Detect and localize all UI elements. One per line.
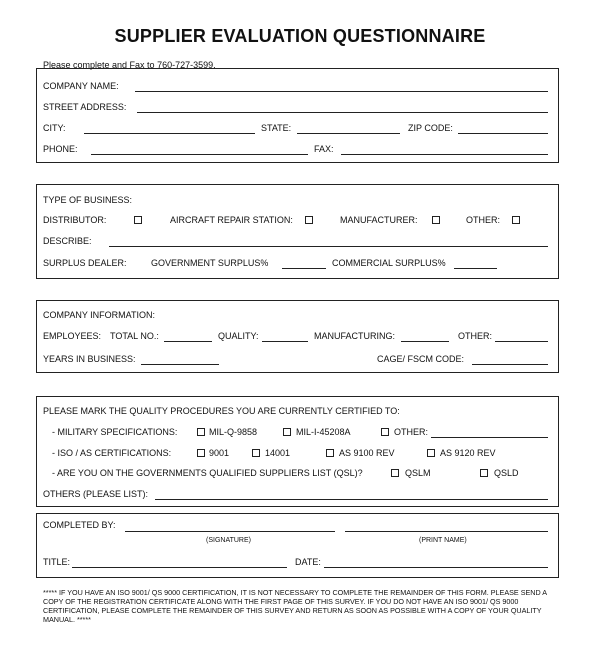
describe-label: DESCRIBE:: [43, 236, 92, 246]
mil-q-9858-checkbox[interactable]: [197, 428, 205, 436]
surplus-dealer-label: SURPLUS DEALER:: [43, 258, 127, 268]
mil-other-field[interactable]: [431, 437, 548, 438]
company-name-label: COMPANY NAME:: [43, 81, 119, 91]
print-name-field[interactable]: [345, 531, 548, 532]
phone-label: PHONE:: [43, 144, 78, 154]
other-business-checkbox[interactable]: [512, 216, 520, 224]
zip-label: ZIP CODE:: [408, 123, 453, 133]
as-9120-label: AS 9120 REV: [440, 448, 496, 458]
type-of-business-label: TYPE OF BUSINESS:: [43, 195, 133, 205]
mil-other-label: OTHER:: [394, 427, 429, 437]
total-no-field[interactable]: [164, 341, 212, 342]
iso-9001-label: 9001: [209, 448, 230, 458]
government-surplus-field[interactable]: [282, 268, 326, 269]
date-field[interactable]: [324, 567, 548, 568]
fax-instructions: Please complete and Fax to 760-727-3599.: [43, 60, 216, 70]
qsl-question: - ARE YOU ON THE GOVERNMENTS QUALIFIED SUPPLIERS LIST (QSL)?: [52, 468, 363, 478]
signature-caption: (SIGNATURE): [206, 537, 251, 544]
manufacturer-label: MANUFACTURER:: [340, 215, 418, 225]
completed-by-label: COMPLETED BY:: [43, 520, 116, 530]
title-label: TITLE:: [43, 557, 71, 567]
fax-field[interactable]: [341, 154, 548, 155]
employees-label: EMPLOYEES:: [43, 331, 102, 341]
company-name-field[interactable]: [135, 91, 548, 92]
state-field[interactable]: [297, 133, 400, 134]
mil-i-45208a-label: MIL-I-45208A: [296, 427, 351, 437]
quality-label: QUALITY:: [218, 331, 259, 341]
commercial-surplus-label: COMMERCIAL SURPLUS%: [332, 258, 446, 268]
print-name-caption: (PRINT NAME): [419, 537, 467, 544]
years-in-business-label: YEARS IN BUSINESS:: [43, 354, 136, 364]
aircraft-repair-label: AIRCRAFT REPAIR STATION:: [170, 215, 293, 225]
cage-fscm-label: CAGE/ FSCM CODE:: [377, 354, 465, 364]
qsld-checkbox[interactable]: [480, 469, 488, 477]
zip-field[interactable]: [458, 133, 548, 134]
years-in-business-field[interactable]: [141, 364, 219, 365]
mil-q-9858-label: MIL-Q-9858: [209, 427, 258, 437]
other-employees-field[interactable]: [495, 341, 548, 342]
iso-14001-label: 14001: [265, 448, 291, 458]
phone-field[interactable]: [91, 154, 308, 155]
total-no-label: TOTAL NO.:: [110, 331, 159, 341]
mil-i-45208a-checkbox[interactable]: [283, 428, 291, 436]
commercial-surplus-field[interactable]: [454, 268, 497, 269]
manufacturer-checkbox[interactable]: [432, 216, 440, 224]
distributor-checkbox[interactable]: [134, 216, 142, 224]
city-field[interactable]: [84, 133, 255, 134]
military-specs-label: - MILITARY SPECIFICATIONS:: [52, 427, 178, 437]
as-9100-checkbox[interactable]: [326, 449, 334, 457]
others-please-list-label: OTHERS (PLEASE LIST):: [43, 489, 149, 499]
as-9100-label: AS 9100 REV: [339, 448, 395, 458]
title-field[interactable]: [72, 567, 287, 568]
state-label: STATE:: [261, 123, 292, 133]
describe-field[interactable]: [109, 246, 548, 247]
quality-procedures-heading: PLEASE MARK THE QUALITY PROCEDURES YOU ARE CURRENTLY CERTIFIED TO:: [43, 406, 400, 416]
iso-9001-checkbox[interactable]: [197, 449, 205, 457]
street-address-label: STREET ADDRESS:: [43, 102, 127, 112]
iso-certification-footnote: ***** IF YOU HAVE AN ISO 9001/ QS 9000 CERTIFICATION, IT IS NOT NECESSARY TO COMPLETE THE REMAINDER OF THIS FORM. PLEASE SEND A COPY OF THE REGISTRATION CERTIFICATE ALONG WITH THE FIRST PAGE OF THIS SURVEY. IF YOU DO NOT HAVE AN ISO 9001/ QS 9000 CERTIFICATION, PLEASE COMPLETE THE REMAINDER OF THIS SURVEY AND RETURN AS SOON AS POSSIBLE WITH A COPY OF YOUR QUALITY MANUAL. *****: [43, 588, 547, 624]
manufacturing-label: MANUFACTURING:: [314, 331, 395, 341]
signature-field[interactable]: [125, 531, 335, 532]
other-business-label: OTHER:: [466, 215, 501, 225]
qslm-checkbox[interactable]: [391, 469, 399, 477]
qsld-label: QSLD: [494, 468, 519, 478]
cage-fscm-field[interactable]: [472, 364, 548, 365]
other-employees-label: OTHER:: [458, 331, 493, 341]
manufacturing-field[interactable]: [401, 341, 449, 342]
distributor-label: DISTRIBUTOR:: [43, 215, 107, 225]
company-information-label: COMPANY INFORMATION:: [43, 310, 156, 320]
others-please-list-field[interactable]: [155, 499, 548, 500]
street-address-field[interactable]: [137, 112, 548, 113]
qslm-label: QSLM: [405, 468, 431, 478]
aircraft-repair-checkbox[interactable]: [305, 216, 313, 224]
fax-label: FAX:: [314, 144, 334, 154]
iso-as-label: - ISO / AS CERTIFICATIONS:: [52, 448, 172, 458]
as-9120-checkbox[interactable]: [427, 449, 435, 457]
government-surplus-label: GOVERNMENT SURPLUS%: [151, 258, 269, 268]
mil-other-checkbox[interactable]: [381, 428, 389, 436]
date-label: DATE:: [295, 557, 321, 567]
quality-field[interactable]: [262, 341, 308, 342]
page-title: SUPPLIER EVALUATION QUESTIONNAIRE: [114, 26, 486, 46]
iso-14001-checkbox[interactable]: [252, 449, 260, 457]
city-label: CITY:: [43, 123, 66, 133]
